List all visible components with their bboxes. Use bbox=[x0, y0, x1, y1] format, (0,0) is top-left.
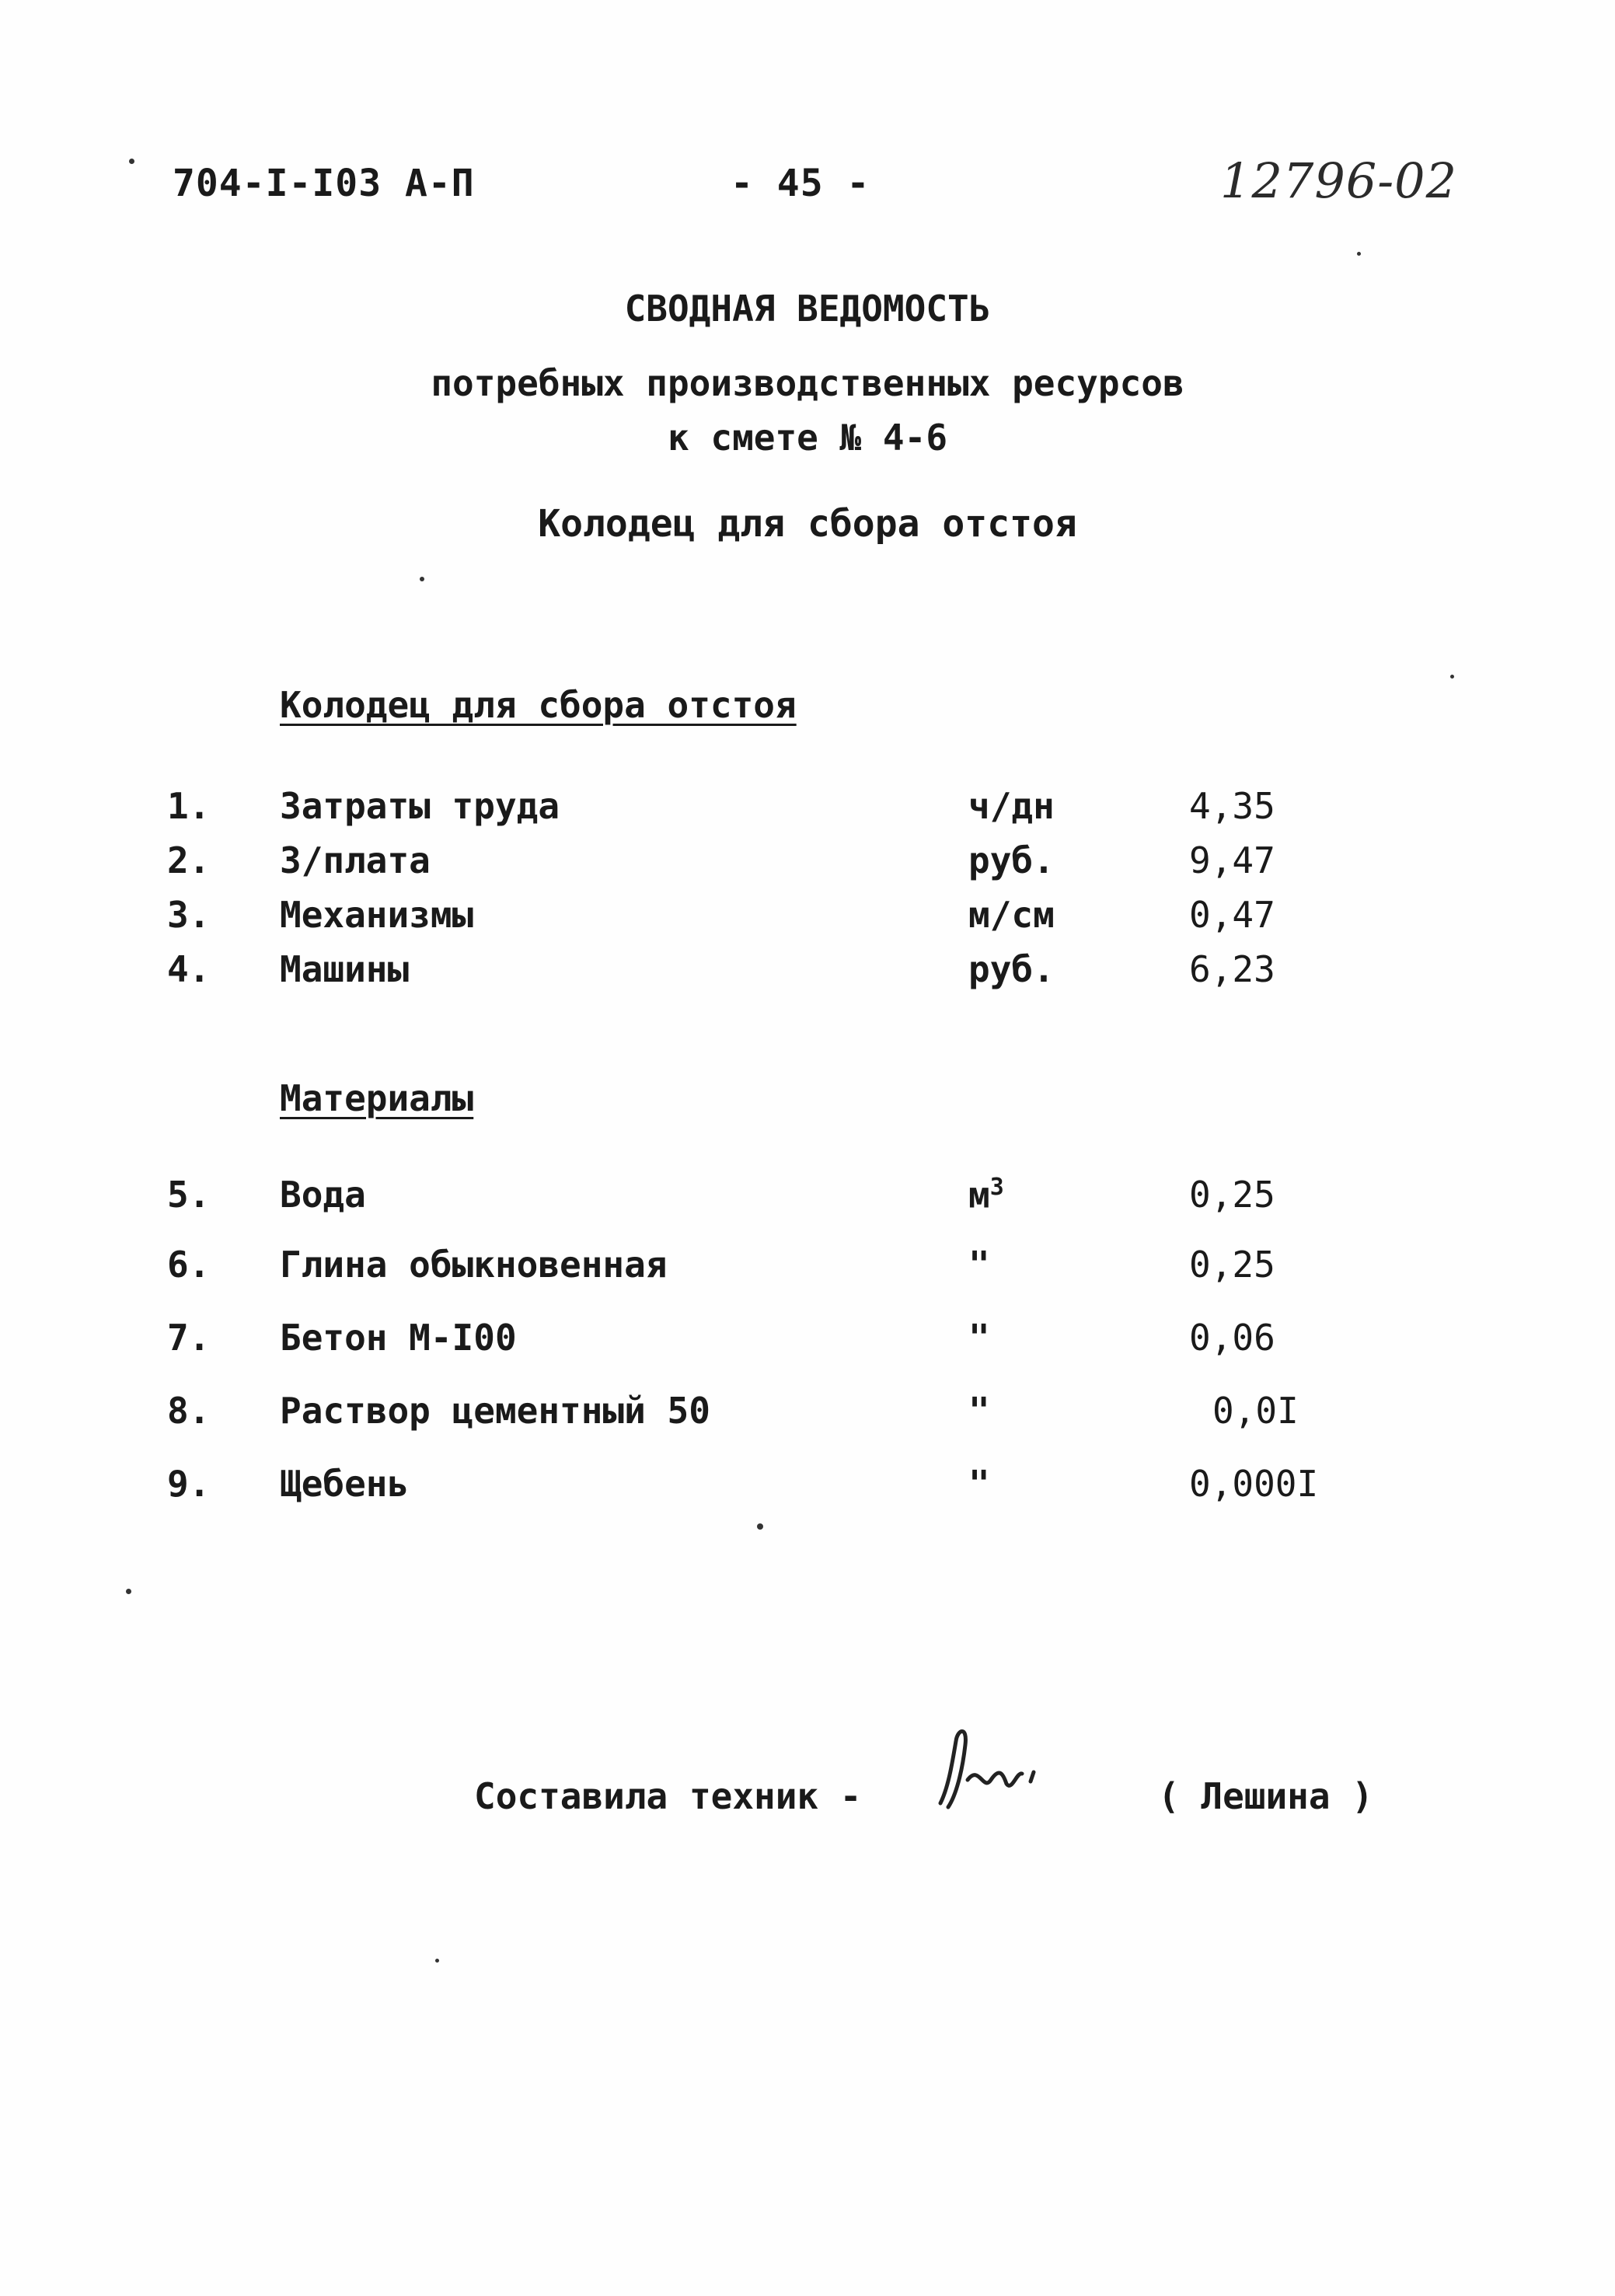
row-unit: $м^3$ bbox=[968, 1174, 1004, 1216]
row-value: 0,25 bbox=[1189, 1174, 1275, 1216]
row-unit: " bbox=[968, 1244, 990, 1286]
table-row bbox=[0, 1174, 1615, 1228]
unit-superscript: 3 bbox=[989, 1174, 1004, 1201]
signer-name: ( Лешина ) bbox=[1158, 1775, 1373, 1817]
section-heading-resources: Колодец для сбора отстоя bbox=[280, 684, 797, 726]
row-number: 4. bbox=[167, 948, 211, 990]
row-name: Щебень bbox=[280, 1463, 410, 1505]
row-number: 7. bbox=[167, 1317, 211, 1359]
table-row bbox=[0, 1390, 1615, 1444]
row-number: 2. bbox=[167, 839, 211, 881]
row-value: 0,0I bbox=[1212, 1390, 1299, 1432]
row-unit: руб. bbox=[968, 839, 1055, 881]
table-row bbox=[0, 1244, 1615, 1298]
row-name: Раствор цементный 50 bbox=[280, 1390, 710, 1432]
document-subtitle-line1: потребных производственных ресурсов bbox=[431, 362, 1184, 404]
row-value: 9,47 bbox=[1189, 839, 1275, 881]
row-value: 4,35 bbox=[1189, 785, 1275, 827]
row-number: 6. bbox=[167, 1244, 211, 1286]
row-number: 9. bbox=[167, 1463, 211, 1505]
table-row bbox=[0, 948, 1615, 1003]
table-row bbox=[0, 839, 1615, 894]
compiled-by-label: Составила техник - bbox=[474, 1775, 862, 1817]
row-name: Бетон М-I00 bbox=[280, 1317, 517, 1359]
row-name: Вода bbox=[280, 1174, 366, 1216]
row-unit: " bbox=[968, 1463, 990, 1505]
table-row bbox=[0, 1317, 1615, 1371]
scan-speck bbox=[420, 577, 424, 581]
document-code: 704-I-I03 А-П bbox=[173, 162, 475, 205]
page-number: - 45 - bbox=[731, 162, 870, 205]
row-unit: ч/дн bbox=[968, 785, 1055, 827]
row-name: Затраты труда bbox=[280, 785, 560, 827]
table-row bbox=[0, 894, 1615, 948]
row-unit: " bbox=[968, 1317, 990, 1359]
row-value: 6,23 bbox=[1189, 948, 1275, 990]
row-name: Механизмы bbox=[280, 894, 474, 936]
object-name: Колодец для сбора отстоя bbox=[538, 502, 1077, 546]
handwritten-signature bbox=[925, 1718, 1073, 1819]
row-value: 0,000I bbox=[1189, 1463, 1319, 1505]
row-name: Глина обыкновенная bbox=[280, 1244, 668, 1286]
row-number: 3. bbox=[167, 894, 211, 936]
row-value: 0,25 bbox=[1189, 1244, 1275, 1286]
row-value: 0,06 bbox=[1189, 1317, 1275, 1359]
document-subtitle-line2: к смете № 4-6 bbox=[667, 417, 948, 459]
scan-speck bbox=[129, 159, 134, 164]
scan-speck bbox=[435, 1959, 439, 1963]
row-value: 0,47 bbox=[1189, 894, 1275, 936]
table-row bbox=[0, 785, 1615, 839]
row-unit: " bbox=[968, 1390, 990, 1432]
row-number: 5. bbox=[167, 1174, 211, 1216]
row-number: 1. bbox=[167, 785, 211, 827]
row-name: Машины bbox=[280, 948, 410, 990]
row-unit: руб. bbox=[968, 948, 1055, 990]
scan-speck bbox=[757, 1523, 763, 1530]
scan-speck bbox=[1357, 252, 1361, 256]
row-unit: м/см bbox=[968, 894, 1055, 936]
document-title: СВОДНАЯ ВЕДОМОСТЬ bbox=[624, 288, 991, 330]
archive-number: 12796-02 bbox=[1220, 152, 1458, 209]
table-row bbox=[0, 1463, 1615, 1517]
scan-speck bbox=[126, 1589, 131, 1594]
row-name: З/плата bbox=[280, 839, 431, 881]
row-number: 8. bbox=[167, 1390, 211, 1432]
scan-speck bbox=[1450, 675, 1454, 679]
section-heading-materials: Материалы bbox=[280, 1077, 474, 1119]
